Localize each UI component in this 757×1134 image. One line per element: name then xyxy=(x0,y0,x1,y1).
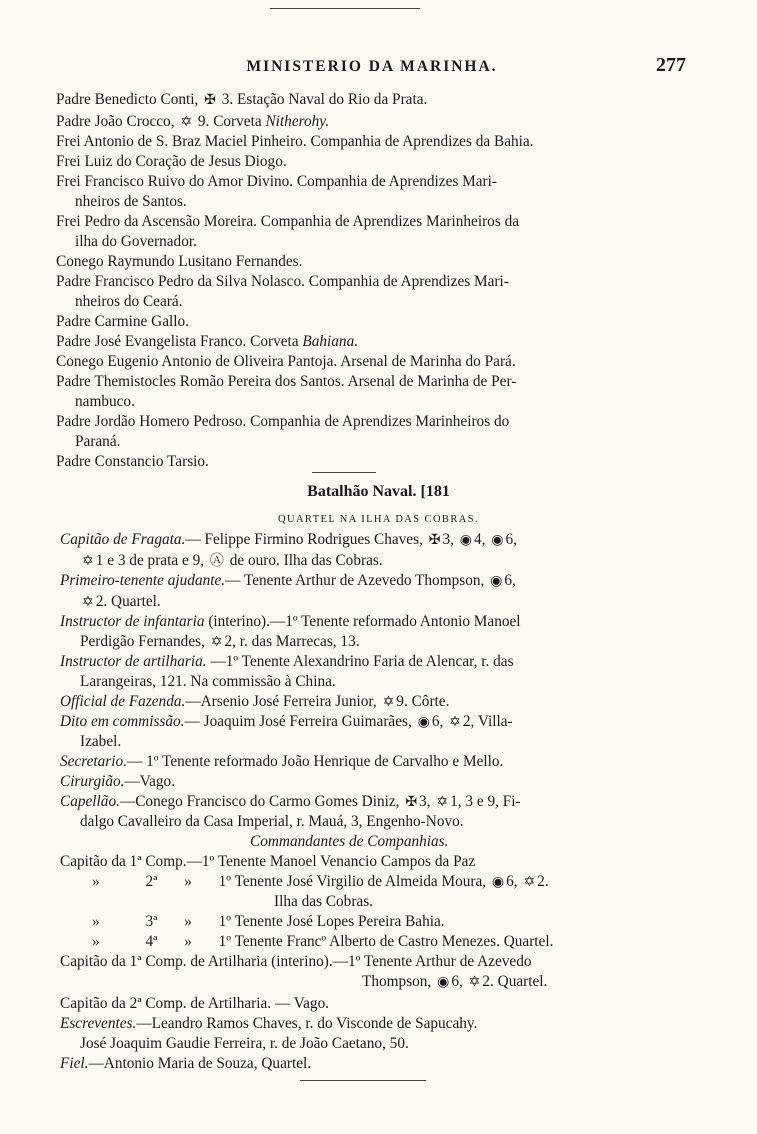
medal-icon: ◉ xyxy=(490,574,503,589)
star-icon: ✡ xyxy=(82,554,94,569)
star-icon: ✡ xyxy=(468,975,481,990)
text-line: Larangeiras, 121. Na commissão à China. xyxy=(80,673,336,690)
text-line: Fiel.—Antonio Maria de Souza, Quartel. xyxy=(60,1055,312,1072)
medal-icon: ◉ xyxy=(417,715,430,730)
star-icon: ✡ xyxy=(210,635,223,650)
medal-icon: ◉ xyxy=(491,533,504,548)
section-subtitle: QUARTEL NA ILHA DAS COBRAS. xyxy=(277,514,479,525)
section-title: Batalhão Naval. [181 xyxy=(307,483,450,500)
page-header xyxy=(58,54,686,82)
text-line: Cirurgião.—Vago. xyxy=(60,773,176,790)
medal-icon: ◉ xyxy=(437,975,450,990)
top-rule xyxy=(270,8,420,9)
cross-icon: ✠ xyxy=(428,533,441,548)
text-line: Frei Antonio de S. Braz Maciel Pinheiro. Companhia de Aprendizes da Bahia. xyxy=(56,133,534,150)
star-icon: ✡ xyxy=(180,115,193,130)
text-line: Ilha das Cobras. xyxy=(274,893,373,910)
text-line: Instructor de artilharia. —1º Tenente Alexandrino Faria de Alencar, r. das xyxy=(60,653,514,670)
text-line: Padre Themistocles Romão Pereira dos Santos. Arsenal de Marinha de Per- xyxy=(56,373,517,390)
text-line: Padre Constancio Tarsio. xyxy=(56,453,209,470)
medal-icon: ◉ xyxy=(459,533,472,548)
text-line: dalgo Cavalleiro da Casa Imperial, r. Mauá, 3, Engenho-Novo. xyxy=(80,813,464,830)
subsection-title: Commandantes de Companhias. xyxy=(250,833,449,850)
text-line: ✡ 2. Quartel. xyxy=(82,593,161,610)
text-line: Capellão.—Conego Francisco do Carmo Gomes Diniz, ✠ 3, ✡ 1, 3 e 9, Fi- xyxy=(60,793,521,810)
text-line: nambuco. xyxy=(75,393,135,410)
text-line: ilha do Governador. xyxy=(75,233,197,250)
text-line: » 2ª » 1º Tenente José Virgilio de Almeida Moura, ◉ 6, ✡ 2. xyxy=(92,873,549,890)
text-line: Capitão da 1ª Comp.—1º Tenente Manoel Venancio Campos da Paz xyxy=(60,853,476,870)
page-number: 277 xyxy=(656,54,686,76)
text-line: Thompson, ◉ 6, ✡ 2. Quartel. xyxy=(362,973,548,990)
cross-icon: ✠ xyxy=(405,795,418,810)
text-line: Padre Jordão Homero Pedroso. Companhia de Aprendizes Marinheiros do xyxy=(56,413,510,430)
text-line: Primeiro-tenente ajudante.— Tenente Arthur de Azevedo Thompson, ◉ 6, xyxy=(60,572,516,589)
text-line: Conego Eugenio Antonio de Oliveira Pantoja. Arsenal de Marinha do Pará. xyxy=(56,353,516,370)
page-title: MINISTERIO DA MARINHA. xyxy=(246,58,498,75)
text-line: ✡ 1 e 3 de prata e 9, Ⓐ de ouro. Ilha das Cobras. xyxy=(82,552,383,569)
text-line: Frei Francisco Ruivo do Amor Divino. Companhia de Aprendizes Mari- xyxy=(56,173,497,190)
text-line: Conego Raymundo Lusitano Fernandes. xyxy=(56,253,303,270)
text-line: Instructor de infantaria (interino).—1º Tenente reformado Antonio Manoel xyxy=(60,613,521,630)
text-line: Padre Carmine Gallo. xyxy=(56,313,189,330)
a-circle-icon: Ⓐ xyxy=(209,554,224,569)
star-icon: ✡ xyxy=(436,795,449,810)
star-icon: ✡ xyxy=(449,715,461,730)
text-line: » 4ª » 1º Tenente Francº Alberto de Castro Menezes. Quartel. xyxy=(92,933,554,950)
text-line: Dito em commissão.— Joaquim José Ferreira Guimarães, ◉ 6, ✡ 2, Villa- xyxy=(60,713,513,730)
star-icon: ✡ xyxy=(382,695,395,710)
text-line: Padre José Evangelista Franco. Corveta Bahiana. xyxy=(56,333,359,350)
text-line: » 3ª » 1º Tenente José Lopes Pereira Bahia. xyxy=(92,913,445,930)
text-line: Official de Fazenda.—Arsenio José Ferreira Junior, ✡ 9. Côrte. xyxy=(60,693,450,710)
text-line: Capitão de Fragata.— Felippe Firmino Rodrigues Chaves, ✠ 3, ◉ 4, ◉ 6, xyxy=(60,531,517,548)
text-line: Frei Luiz do Coração de Jesus Diogo. xyxy=(56,153,287,170)
text-line: Padre João Crocco, ✡ 9. Corveta Nitherohy. xyxy=(56,113,330,130)
text-line: Escreventes.—Leandro Ramos Chaves, r. do Visconde de Sapucahy. xyxy=(60,1015,478,1032)
text-line: Izabel. xyxy=(80,733,122,750)
text-line: Capitão da 2ª Comp. de Artilharia. — Vago. xyxy=(60,995,330,1012)
text-line: Frei Pedro da Ascensão Moreira. Companhia de Aprendizes Marinheiros da xyxy=(56,213,520,230)
section-rule xyxy=(312,472,376,473)
text-line: nheiros de Santos. xyxy=(75,193,187,210)
text-line: José Joaquim Gaudie Ferreira, r. de João Caetano, 50. xyxy=(80,1035,409,1052)
text-line: nheiros do Ceará. xyxy=(75,293,183,310)
text-line: Padre Benedicto Conti, ✠ 3. Estação Naval do Rio da Prata. xyxy=(56,91,428,108)
cross-icon: ✠ xyxy=(204,93,216,108)
bottom-rule xyxy=(300,1080,426,1081)
medal-icon: ◉ xyxy=(491,875,505,890)
text-line: Capitão da 1ª Comp. de Artilharia (interino).—1º Tenente Arthur de Azevedo xyxy=(60,953,532,970)
text-line: Paraná. xyxy=(75,433,121,450)
text-line: Secretario.— 1º Tenente reformado João Henrique de Carvalho e Mello. xyxy=(60,753,504,770)
text-line: Perdigão Fernandes, ✡ 2, r. das Marrecas, 13. xyxy=(80,633,360,650)
text-line: Padre Francisco Pedro da Silva Nolasco. Companhia de Aprendizes Mari- xyxy=(56,273,509,290)
star-icon: ✡ xyxy=(82,595,94,610)
star-icon: ✡ xyxy=(523,875,536,890)
